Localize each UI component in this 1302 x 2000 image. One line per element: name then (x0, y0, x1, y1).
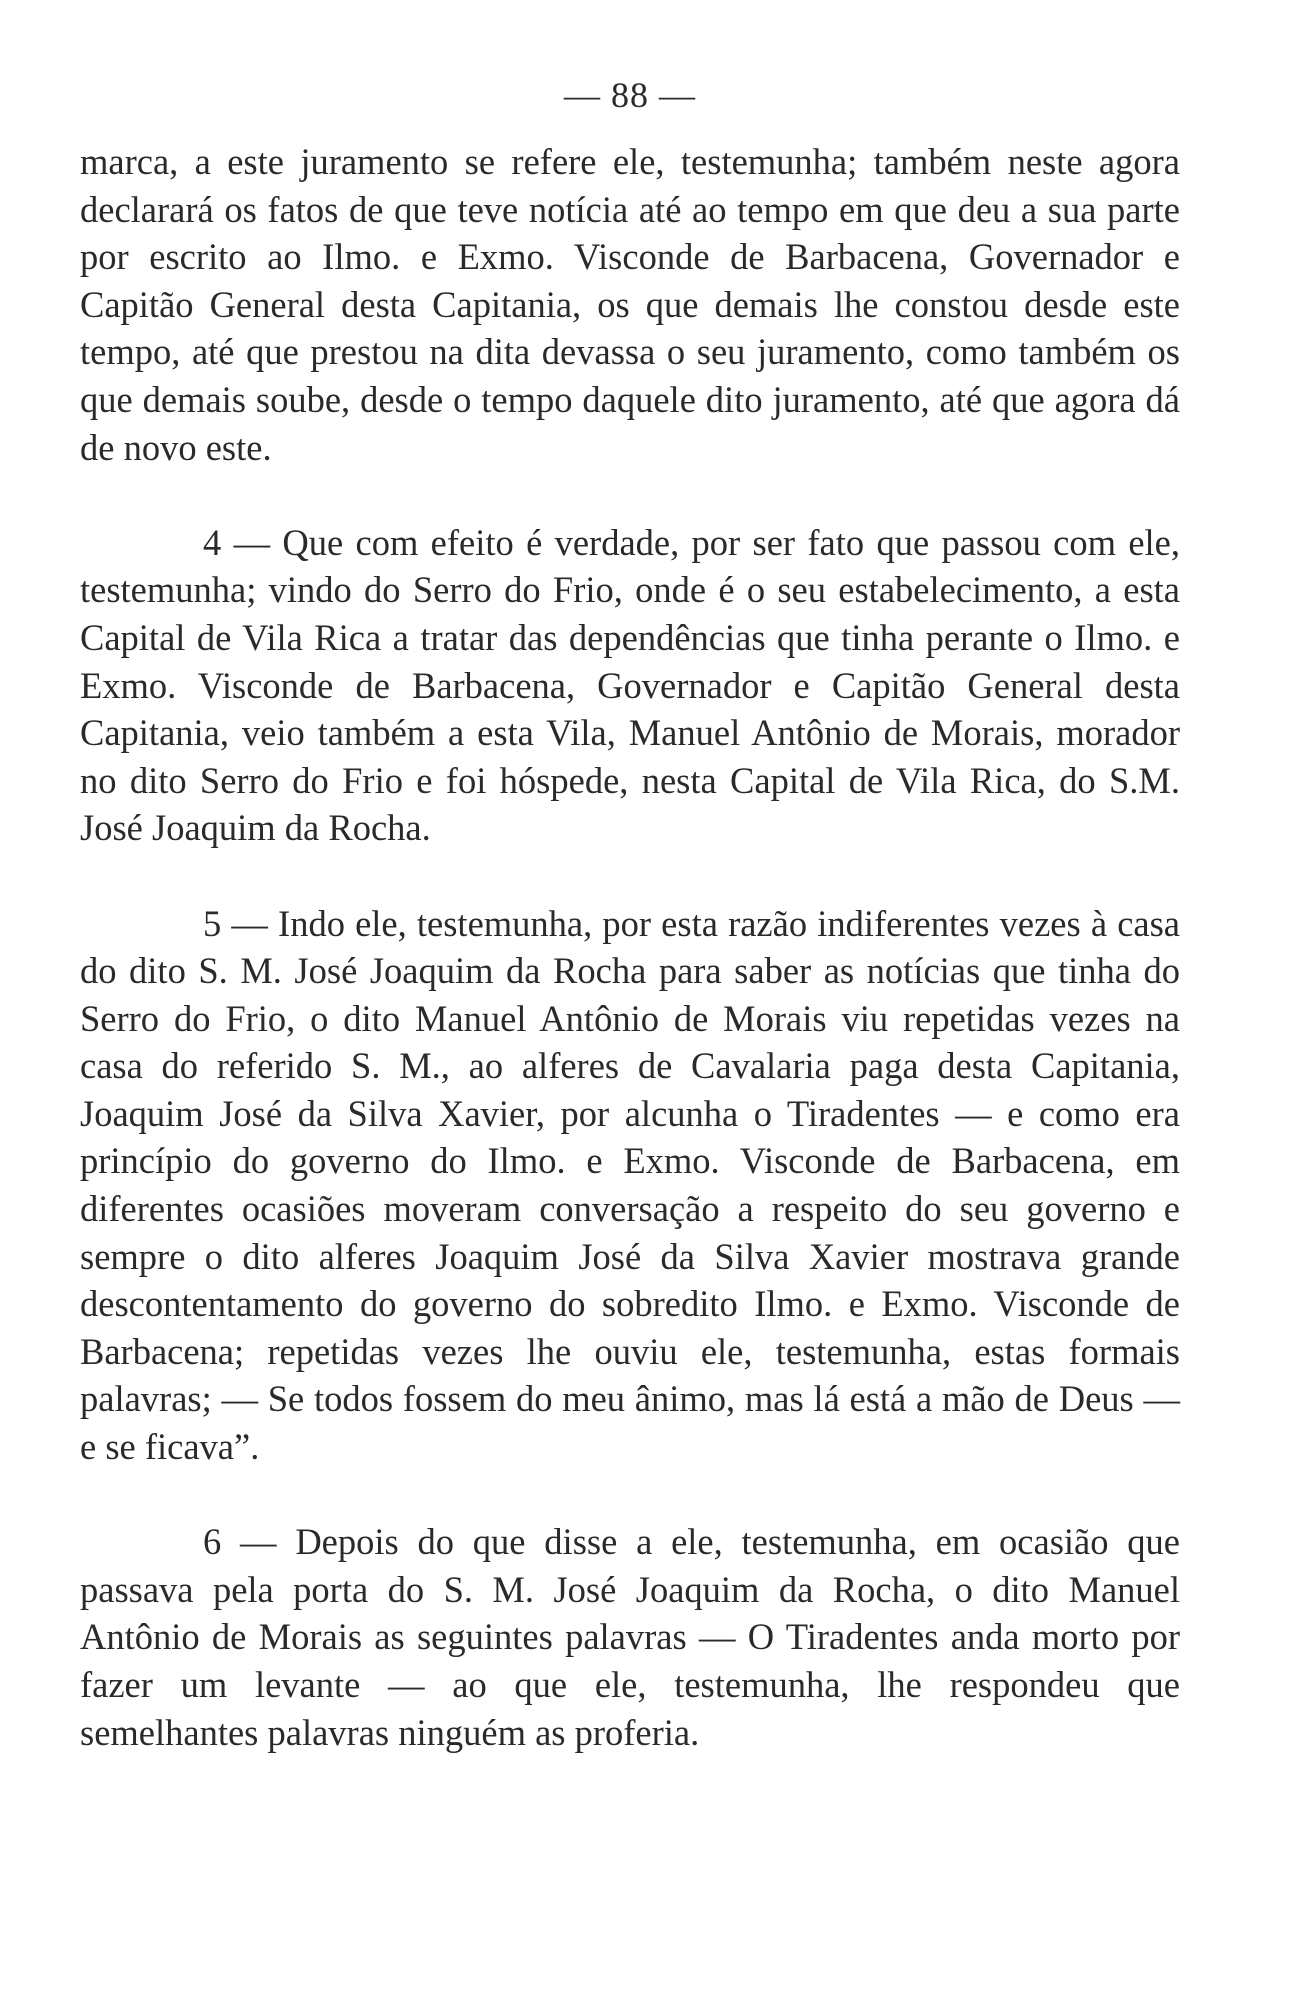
paragraph-continuation: marca, a este juramento se refere ele, testemunha; também neste agora declarará os fatos de que teve notícia até ao tempo em que deu a sua parte por escrito ao Ilmo. e Exmo. Visconde de Barbacena, Governador e Capitão General desta Capitania, os que demais lhe constou desde este tempo, até que prestou na dita devassa o seu juramento, como também os que demais soube, desde o tempo daquele dito juramento, até que agora dá de novo este. (80, 141, 1180, 468)
page-number: — 88 — (564, 75, 696, 115)
paragraph-item-5: 5 — Indo ele, testemunha, por esta razão indiferentes vezes à casa do dito S. M. José Joaquim da Rocha para saber as notícias que tinha do Serro do Frio, o dito Manuel Antônio de Morais viu repetidas vezes na casa do referido S. M., ao alferes de Cavalaria paga desta Capitania, Joaquim José da Silva Xavier, por alcunha o Tiradentes — e como era princípio do governo do Ilmo. e Exmo. Visconde de Barbacena, em diferentes ocasiões moveram conversação a respeito do seu governo e sempre o dito alferes Joaquim José da Silva Xavier mostrava grande descontentamento do governo do sobredito Ilmo. e Exmo. Visconde de Barbacena; repetidas vezes lhe ouviu ele, testemunha, estas formais palavras; — Se todos fossem do meu ânimo, mas lá está a mão de Deus — e se ficava”. (80, 902, 1180, 1468)
body-text (80, 138, 1180, 1756)
document-page (80, 0, 1180, 2000)
paragraph-item-4: 4 — Que com efeito é verdade, por ser fato que passou com ele, testemunha; vindo do Serro do Frio, onde é o seu estabelecimento, a esta Capital de Vila Rica a tratar das dependências que tinha perante o Ilmo. e Exmo. Visconde de Barbacena, Governador e Capitão General desta Capitania, veio também a esta Vila, Manuel Antônio de Morais, morador no dito Serro do Frio e foi hóspede, nesta Capital de Vila Rica, do S.M. José Joaquim da Rocha. (80, 521, 1180, 849)
paragraph-item-6: 6 — Depois do que disse a ele, testemunha, em ocasião que passava pela porta do S. M. José Joaquim da Rocha, o dito Manuel Antônio de Morais as seguintes palavras — O Tiradentes anda morto por fazer um levante — ao que ele, testemunha, lhe respondeu que semelhantes palavras ninguém as proferia. (80, 1521, 1180, 1753)
